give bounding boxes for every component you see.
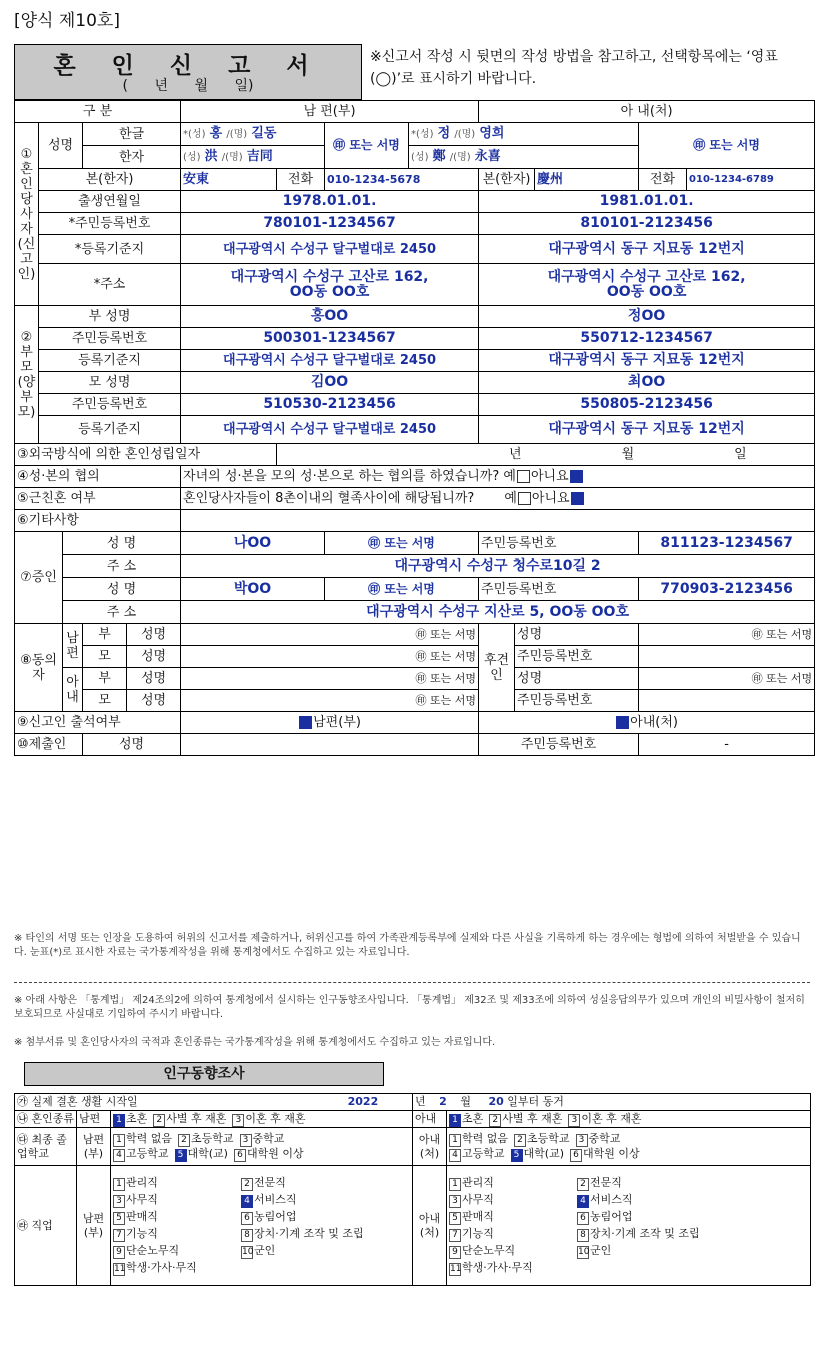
form-number: [양식 제10호] xyxy=(14,11,120,31)
sec1-label: ①혼인당사자(신고인) xyxy=(15,123,39,306)
report-date-line: ( 년 월 일) xyxy=(122,78,254,94)
husband-phone-field[interactable]: 010-1234-5678 xyxy=(325,169,479,191)
survey-option[interactable] xyxy=(449,1147,505,1162)
wife-sign-field[interactable]: ㊞ 또는 서명 xyxy=(639,123,815,169)
survey-option[interactable] xyxy=(113,1132,172,1147)
option-number-box: 2 xyxy=(153,1114,165,1127)
option-number-box: 4 xyxy=(113,1149,125,1162)
option-number-box: 4 xyxy=(241,1195,253,1208)
option-label: 단순노무직 xyxy=(126,1243,180,1257)
statistics-law-note: ※ 아래 사항은 「통계법」 제24조의2에 의하여 통계청에서 실시하는 인구동향조사입니다. 「통계법」 제32조 및 제33조에 의하여 성실응답의무가 있으며 개인의 비밀사항이 철저히 보호되므로 사실대로 기입하여 주시기 바랍니다. xyxy=(14,995,805,1020)
survey-option[interactable] xyxy=(113,1244,235,1259)
submitter-rrn-field[interactable]: - xyxy=(639,734,815,756)
s4-wife-label: 아내 (처) xyxy=(413,1166,447,1286)
option-number-box: 8 xyxy=(241,1229,253,1242)
sec4-question: 자녀의 성·본을 모의 성·본으로 하는 협의를 하였습니까? 예 아니요 xyxy=(181,466,815,488)
consent-wife-label: 아내 xyxy=(63,668,83,712)
husband-rrn-field[interactable]: 780101-1234567 xyxy=(181,213,479,235)
w2-addr-label: 주 소 xyxy=(63,601,181,624)
wife-bon-label: 본(한자) xyxy=(479,169,535,191)
husband-mother-regbase[interactable]: 대구광역시 수성구 달구벌대로 2450 xyxy=(181,416,479,444)
option-label: 서비스직 xyxy=(254,1192,297,1206)
g1-rrn-label: 주민등록번호 xyxy=(515,646,639,668)
option-label: 대학원 이상 xyxy=(246,1146,304,1160)
option-number-box: 1 xyxy=(113,1114,125,1127)
survey-option[interactable] xyxy=(241,1176,413,1191)
foreign-marriage-date-field[interactable]: 년 월 일 xyxy=(277,444,815,466)
consent-husband-father-field[interactable]: ㊞ 또는 서명 xyxy=(181,624,479,646)
father-regbase-label: 등록기준지 xyxy=(39,350,181,372)
guardian-label: 후견인 xyxy=(479,624,515,712)
survey-option[interactable] xyxy=(576,1132,621,1147)
mother-regbase-label: 등록기준지 xyxy=(39,416,181,444)
survey-option[interactable] xyxy=(449,1132,508,1147)
s4-husband-options[interactable] xyxy=(111,1166,413,1286)
s2-wife-label: 아내 xyxy=(413,1111,447,1128)
sec4-label: ④성·본의 협의 xyxy=(15,466,181,488)
c-wf-label: 부 xyxy=(83,668,127,690)
option-number-box: 9 xyxy=(449,1246,461,1259)
survey-option[interactable] xyxy=(489,1112,562,1127)
wife-bon-field[interactable]: 慶州 xyxy=(535,169,639,191)
option-label: 이혼 후 재혼 xyxy=(581,1111,642,1125)
witness1-sign[interactable]: ㊞ 또는 서명 xyxy=(325,532,479,555)
option-label: 사별 후 재혼 xyxy=(166,1111,227,1125)
option-number-box: 3 xyxy=(113,1195,125,1208)
option-number-box: 4 xyxy=(449,1149,461,1162)
sec9-label: ⑨신고인 출석여부 xyxy=(15,712,181,734)
header-note: ※신고서 작성 시 뒷면의 작성 방법을 참고하고, 선택항목에는 ‘영표(◯)’로 표시하기 바랍니다. xyxy=(370,49,778,87)
survey-option[interactable] xyxy=(577,1244,751,1259)
option-label: 사별 후 재혼 xyxy=(502,1111,563,1125)
sec3-label: ③외국방식에 의한 혼인성립일자 xyxy=(15,444,277,466)
option-number-box: 6 xyxy=(577,1212,589,1225)
survey-option[interactable] xyxy=(241,1227,413,1242)
survey-option[interactable] xyxy=(449,1244,571,1259)
witness1-rrn[interactable]: 811123-1234567 xyxy=(639,532,815,555)
s3-husband-label: 남편 (부) xyxy=(77,1128,111,1166)
regbase-label: *등록기준지 xyxy=(39,235,181,264)
option-number-box: 5 xyxy=(449,1212,461,1225)
hangul-label: 한글 xyxy=(83,123,181,146)
s2-label: ㉯ 혼인종류 xyxy=(15,1111,77,1128)
father-name-label: 부 성명 xyxy=(39,306,181,328)
s4-wife-options[interactable] xyxy=(447,1166,811,1286)
option-label: 대학원 이상 xyxy=(583,1146,640,1160)
option-number-box: 2 xyxy=(241,1178,253,1191)
option-label: 대학(교) xyxy=(187,1146,228,1160)
col-head-gubun: 구 분 xyxy=(15,101,181,123)
s3-wife-options[interactable] xyxy=(447,1128,811,1166)
guardian1-sign-field[interactable]: ㊞ 또는 서명 xyxy=(639,624,815,646)
sec5-no-checkbox[interactable] xyxy=(571,492,584,505)
survey-option[interactable] xyxy=(234,1147,304,1162)
option-number-box: 3 xyxy=(240,1134,252,1147)
option-label: 고등학교 xyxy=(462,1146,505,1160)
option-label: 중학교 xyxy=(588,1131,621,1145)
option-number-box: 5 xyxy=(511,1149,523,1162)
option-label: 고등학교 xyxy=(126,1146,169,1160)
survey-option[interactable] xyxy=(449,1210,571,1225)
attend-husband[interactable]: 남편(부) xyxy=(181,712,479,734)
option-label: 군인 xyxy=(590,1243,612,1257)
wife-name-hangul[interactable]: *(성) 정 /(명) 영희 xyxy=(409,123,639,146)
mother-name-label: 모 성명 xyxy=(39,372,181,394)
option-label: 전문직 xyxy=(254,1175,286,1189)
option-number-box: 2 xyxy=(577,1178,589,1191)
w1-addr-label: 주 소 xyxy=(63,555,181,578)
survey-option[interactable] xyxy=(449,1227,571,1242)
survey-option[interactable] xyxy=(577,1193,751,1208)
survey-option[interactable] xyxy=(577,1176,751,1191)
husband-bon-field[interactable]: 安東 xyxy=(181,169,277,191)
survey-option[interactable] xyxy=(449,1112,483,1127)
s1-date-cell[interactable]: 년 2 월 20 일부터 동거 xyxy=(413,1094,811,1111)
survey-title: 인구동향조사 xyxy=(24,1062,384,1086)
s3-wife-label: 아내 (처) xyxy=(413,1128,447,1166)
father-rrn-label: 주민등록번호 xyxy=(39,328,181,350)
wife-mother-rrn[interactable]: 550805-2123456 xyxy=(479,394,815,416)
survey-option[interactable] xyxy=(113,1210,235,1225)
survey-option[interactable] xyxy=(568,1112,641,1127)
option-number-box: 1 xyxy=(449,1134,461,1147)
attend-wife[interactable]: 아내(처) xyxy=(479,712,815,734)
witness2-name[interactable]: 박OO xyxy=(181,578,325,601)
wife-name-hanja[interactable]: (성) 鄭 /(명) 永喜 xyxy=(409,146,639,169)
wife-father-name[interactable]: 정OO xyxy=(479,306,815,328)
option-number-box: 1 xyxy=(113,1134,125,1147)
consent-wife-father-field[interactable]: ㊞ 또는 서명 xyxy=(181,668,479,690)
option-number-box: 7 xyxy=(449,1229,461,1242)
sec5-label: ⑤근친혼 여부 xyxy=(15,488,181,510)
wife-birth-field[interactable]: 1981.01.01. xyxy=(479,191,815,213)
s3-husband-options[interactable] xyxy=(111,1128,413,1166)
survey-option[interactable] xyxy=(577,1210,751,1225)
option-label: 사무직 xyxy=(462,1192,494,1206)
mother-rrn-label: 주민등록번호 xyxy=(39,394,181,416)
sec6-label: ⑥기타사항 xyxy=(15,510,181,532)
c-wm-label: 모 xyxy=(83,690,127,712)
option-label: 초등학교 xyxy=(527,1131,570,1145)
wife-phone-label: 전화 xyxy=(639,169,687,191)
wife-addr-field[interactable]: 대구광역시 수성구 고산로 162, OO동 OO호 xyxy=(479,264,815,306)
option-number-box: 5 xyxy=(113,1212,125,1225)
submitter-rrn-label: 주민등록번호 xyxy=(479,734,639,756)
survey-option[interactable] xyxy=(113,1112,147,1127)
husband-name-hanja[interactable]: (성) 洪 /(명) 吉同 xyxy=(181,146,325,169)
sec8-label: ⑧동의자 xyxy=(15,624,63,712)
sec5-question: 혼인당사자들이 8촌이내의 혈족사이에 해당됩니까? 예 아니요 xyxy=(181,488,815,510)
option-number-box: 3 xyxy=(576,1134,588,1147)
witness2-sign[interactable]: ㊞ 또는 서명 xyxy=(325,578,479,601)
option-label: 장치·기계 조작 및 조립 xyxy=(590,1226,700,1240)
survey-option[interactable] xyxy=(113,1227,235,1242)
submitter-name-field[interactable] xyxy=(181,734,479,756)
option-number-box: 10 xyxy=(242,1246,254,1257)
option-label: 장치·기계 조작 및 조립 xyxy=(254,1226,364,1240)
c-hf-label: 부 xyxy=(83,624,127,646)
option-number-box: 8 xyxy=(577,1229,589,1242)
husband-birth-field[interactable]: 1978.01.01. xyxy=(181,191,479,213)
survey-option[interactable] xyxy=(241,1210,413,1225)
wife-rrn-field[interactable]: 810101-2123456 xyxy=(479,213,815,235)
w2-name-label: 성 명 xyxy=(63,578,181,601)
survey-option[interactable] xyxy=(175,1147,228,1162)
option-label: 판매직 xyxy=(462,1209,494,1223)
survey-option[interactable] xyxy=(178,1132,234,1147)
option-label: 학력 없음 xyxy=(126,1131,173,1145)
option-number-box: 6 xyxy=(241,1212,253,1225)
option-label: 중학교 xyxy=(252,1131,285,1145)
w2-rrn-label: 주민등록번호 xyxy=(479,578,639,601)
witness1-addr[interactable]: 대구광역시 수성구 청수로10길 2 xyxy=(181,555,815,578)
option-label: 관리직 xyxy=(126,1175,158,1189)
col-head-wife: 아 내(처) xyxy=(479,101,815,123)
s3-label: ㉰ 최종 졸업학교 xyxy=(15,1128,77,1166)
option-label: 농림어업 xyxy=(254,1209,297,1223)
c-wf-name-label: 성명 xyxy=(127,668,181,690)
guardian2-sign-field[interactable]: ㊞ 또는 서명 xyxy=(639,668,815,690)
hanja-label: 한자 xyxy=(83,146,181,169)
option-number-box: 1 xyxy=(449,1114,461,1127)
option-label: 관리직 xyxy=(462,1175,494,1189)
option-number-box: 4 xyxy=(577,1195,589,1208)
survey-option[interactable] xyxy=(113,1147,169,1162)
consent-wife-mother-field[interactable]: ㊞ 또는 서명 xyxy=(181,690,479,712)
survey-option[interactable] xyxy=(449,1176,571,1191)
husband-mother-name[interactable]: 김OO xyxy=(181,372,479,394)
wife-father-regbase[interactable]: 대구광역시 동구 지묘동 12번지 xyxy=(479,350,815,372)
s4-husband-label: 남편 (부) xyxy=(77,1166,111,1286)
option-number-box: 3 xyxy=(568,1114,580,1127)
option-number-box: 1 xyxy=(449,1178,461,1191)
option-number-box: 2 xyxy=(514,1134,526,1147)
husband-mother-rrn[interactable]: 510530-2123456 xyxy=(181,394,479,416)
c-wm-name-label: 성명 xyxy=(127,690,181,712)
husband-sign-field[interactable]: ㊞ 또는 서명 xyxy=(325,123,409,169)
sec2-label: ②부모(양부모) xyxy=(15,306,39,444)
s2-husband-options[interactable] xyxy=(111,1111,413,1128)
survey-option[interactable] xyxy=(113,1193,235,1208)
option-number-box: 2 xyxy=(489,1114,501,1127)
attachment-note: ※ 첨부서류 및 혼인당사자의 국적과 혼인종류는 국가통계작성을 위해 통계청에서도 수집하고 있는 자료입니다. xyxy=(14,1037,496,1048)
name-label: 성명 xyxy=(39,123,83,169)
witness2-rrn[interactable]: 770903-2123456 xyxy=(639,578,815,601)
wife-mother-regbase[interactable]: 대구광역시 동구 지묘동 12번지 xyxy=(479,416,815,444)
rrn-label: *주민등록번호 xyxy=(39,213,181,235)
s4-label: ㉱ 직업 xyxy=(15,1166,77,1286)
w1-rrn-label: 주민등록번호 xyxy=(479,532,639,555)
survey-option[interactable] xyxy=(511,1147,564,1162)
option-label: 전문직 xyxy=(590,1175,622,1189)
guardian1-rrn-field[interactable] xyxy=(639,646,815,668)
sec5-yes-checkbox[interactable] xyxy=(518,492,531,505)
legal-warning-note: ※ 타인의 서명 또는 인장을 도용하여 허위의 신고서를 제출하거나, 허위신고를 하여 가족관계등록부에 실제와 다른 사실을 기록하게 하는 경우에는 형법에 의하여 처벌받을 수 있습니다. 눈표(*)로 표시한 자료는 국가통계작성을 위해 통계청에서도 수집하고 있는 자료입니다. xyxy=(14,933,801,958)
survey-option[interactable] xyxy=(113,1176,235,1191)
option-label: 군인 xyxy=(254,1243,276,1257)
wife-phone-field[interactable]: 010-1234-6789 xyxy=(687,169,815,191)
sec4-no-checkbox[interactable] xyxy=(570,470,583,483)
g1-name-label: 성명 xyxy=(515,624,639,646)
s2-wife-options[interactable] xyxy=(447,1111,811,1128)
w1-name-label: 성 명 xyxy=(63,532,181,555)
option-number-box: 1 xyxy=(113,1178,125,1191)
husband-phone-label: 전화 xyxy=(277,169,325,191)
form-title: 혼 인 신 고 서 xyxy=(53,53,323,79)
c-hf-name-label: 성명 xyxy=(127,624,181,646)
attend-wife-checkbox[interactable] xyxy=(616,716,629,729)
birth-label: 출생연월일 xyxy=(39,191,181,213)
husband-regbase-field[interactable]: 대구광역시 수성구 달구벌대로 2450 xyxy=(181,235,479,264)
option-number-box: 7 xyxy=(113,1229,125,1242)
option-number-box: 9 xyxy=(113,1246,125,1259)
option-label: 단순노무직 xyxy=(462,1243,516,1257)
option-number-box: 5 xyxy=(175,1149,187,1162)
option-label: 초등학교 xyxy=(191,1131,234,1145)
option-number-box: 11 xyxy=(450,1263,462,1274)
c-hm-name-label: 성명 xyxy=(127,646,181,668)
g2-name-label: 성명 xyxy=(515,668,639,690)
sec10-label: ⑩제출인 xyxy=(15,734,83,756)
addr-label: *주소 xyxy=(39,264,181,306)
col-head-husband: 남 편(부) xyxy=(181,101,479,123)
s1-label-cell: ㉮ 실제 결혼 생활 시작일 2022 xyxy=(15,1094,413,1111)
sec4-yes-checkbox[interactable] xyxy=(517,470,530,483)
s2-husband-label: 남편 xyxy=(77,1111,111,1128)
survey-option[interactable] xyxy=(449,1261,571,1276)
option-number-box: 11 xyxy=(114,1263,126,1274)
option-label: 서비스직 xyxy=(590,1192,633,1206)
option-number-box: 6 xyxy=(234,1149,246,1162)
survey-option[interactable] xyxy=(570,1147,640,1162)
husband-name-hangul[interactable]: *(성) 홍 /(명) 길동 xyxy=(181,123,325,146)
witness2-addr[interactable]: 대구광역시 수성구 지산로 5, OO동 OO호 xyxy=(181,601,815,624)
consent-husband-mother-field[interactable]: ㊞ 또는 서명 xyxy=(181,646,479,668)
survey-option[interactable] xyxy=(449,1193,571,1208)
option-label: 학력 없음 xyxy=(462,1131,509,1145)
option-label: 농림어업 xyxy=(590,1209,633,1223)
husband-father-name[interactable]: 홍OO xyxy=(181,306,479,328)
consent-husband-label: 남편 xyxy=(63,624,83,668)
option-label: 기능직 xyxy=(462,1226,494,1240)
wife-father-rrn[interactable]: 550712-1234567 xyxy=(479,328,815,350)
submitter-name-label: 성명 xyxy=(83,734,181,756)
option-label: 초혼 xyxy=(462,1111,484,1125)
option-number-box: 3 xyxy=(449,1195,461,1208)
husband-father-regbase[interactable]: 대구광역시 수성구 달구벌대로 2450 xyxy=(181,350,479,372)
option-label: 기능직 xyxy=(126,1226,158,1240)
survey-option[interactable] xyxy=(232,1112,305,1127)
wife-regbase-field[interactable]: 대구광역시 동구 지묘동 12번지 xyxy=(479,235,815,264)
survey-option[interactable] xyxy=(241,1244,413,1259)
population-survey-table xyxy=(14,1093,811,1286)
survey-option[interactable] xyxy=(240,1132,285,1147)
form-header xyxy=(14,44,810,100)
sec7-label: ⑦증인 xyxy=(15,532,63,624)
husband-addr-field[interactable]: 대구광역시 수성구 고산로 162, OO동 OO호 xyxy=(181,264,479,306)
guardian2-rrn-field[interactable] xyxy=(639,690,815,712)
option-number-box: 3 xyxy=(232,1114,244,1127)
other-notes-field[interactable] xyxy=(181,510,815,532)
option-label: 판매직 xyxy=(126,1209,158,1223)
option-label: 대학(교) xyxy=(523,1146,564,1160)
option-label: 학생·가사·무직 xyxy=(126,1260,197,1274)
survey-option[interactable] xyxy=(153,1112,226,1127)
option-label: 사무직 xyxy=(126,1192,158,1206)
option-number-box: 2 xyxy=(178,1134,190,1147)
husband-father-rrn[interactable]: 500301-1234567 xyxy=(181,328,479,350)
survey-option[interactable] xyxy=(113,1261,235,1276)
option-label: 이혼 후 재혼 xyxy=(245,1111,306,1125)
dashed-divider xyxy=(14,982,810,983)
witness1-name[interactable]: 나OO xyxy=(181,532,325,555)
survey-option[interactable] xyxy=(577,1227,751,1242)
bon-label: 본(한자) xyxy=(39,169,181,191)
survey-option[interactable] xyxy=(514,1132,570,1147)
c-hm-label: 모 xyxy=(83,646,127,668)
option-label: 초혼 xyxy=(126,1111,148,1125)
attend-husband-checkbox[interactable] xyxy=(299,716,312,729)
g2-rrn-label: 주민등록번호 xyxy=(515,690,639,712)
survey-option[interactable] xyxy=(241,1193,413,1208)
option-number-box: 6 xyxy=(570,1149,582,1162)
wife-mother-name[interactable]: 최OO xyxy=(479,372,815,394)
option-number-box: 10 xyxy=(578,1246,590,1257)
title-box xyxy=(14,44,362,100)
option-label: 학생·가사·무직 xyxy=(462,1260,533,1274)
marriage-report-table xyxy=(14,100,815,756)
